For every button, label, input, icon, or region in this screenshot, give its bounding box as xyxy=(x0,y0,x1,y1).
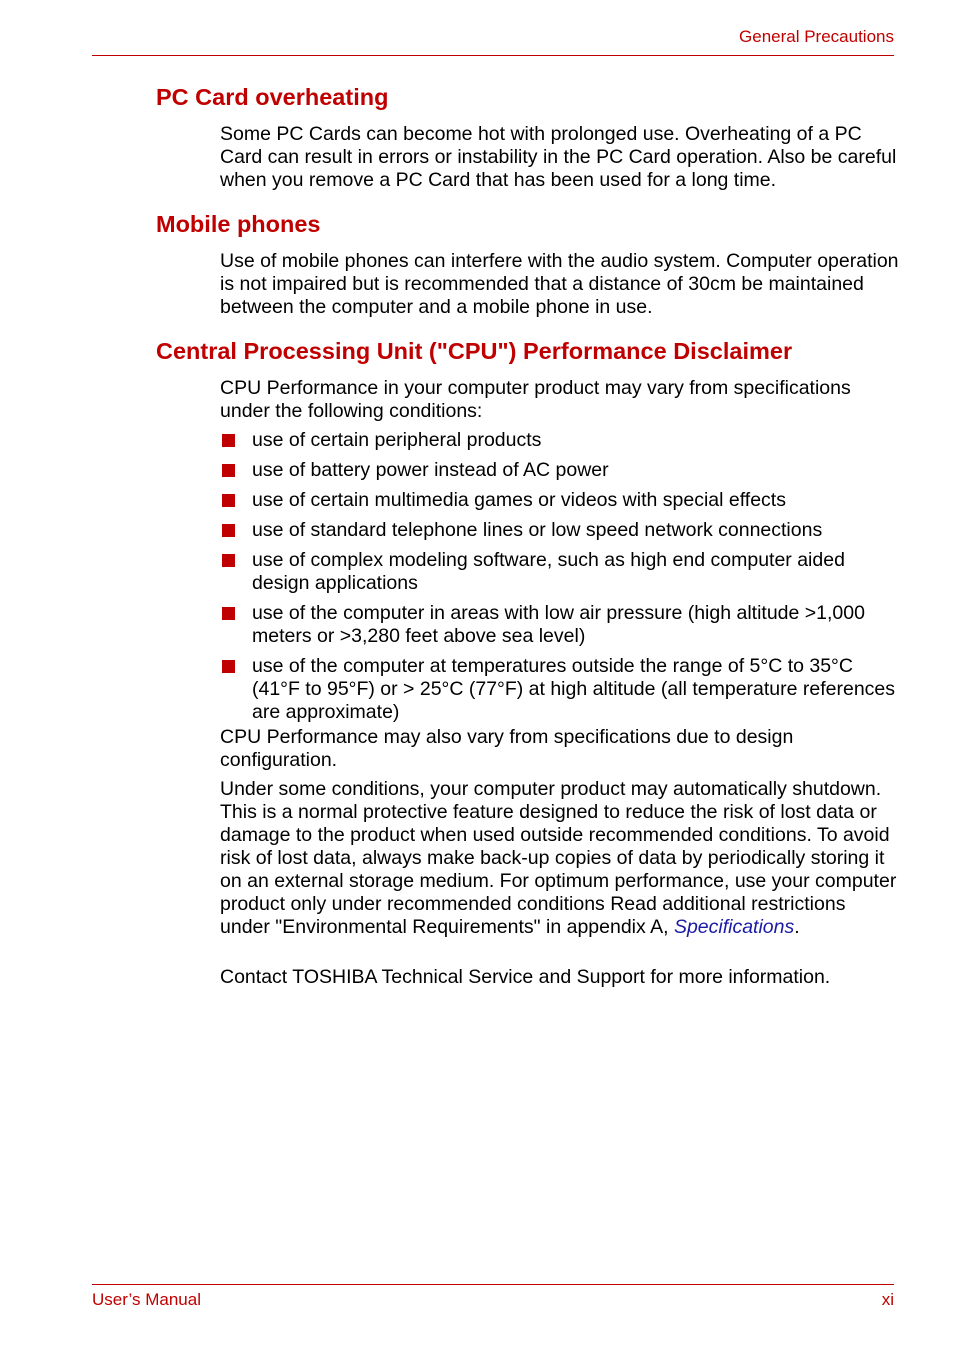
cpu-conditions-list xyxy=(220,429,900,731)
contact-paragraph: Contact TOSHIBA Technical Service and Support for more information. xyxy=(220,966,831,988)
heading-pc-card-overheating: PC Card overheating xyxy=(156,84,389,110)
shutdown-period: . xyxy=(794,916,800,938)
specifications-link[interactable]: Specifications xyxy=(673,916,795,938)
page-number: xi xyxy=(881,1290,894,1309)
cpu-shutdown-paragraph xyxy=(220,778,900,939)
header-divider xyxy=(92,55,894,56)
square-bullet-icon xyxy=(222,464,235,477)
heading-cpu-disclaimer: Central Processing Unit ("CPU") Performance Disclaimer xyxy=(156,338,793,364)
list-item-text: use of certain multimedia games or videos with special effects xyxy=(252,489,786,511)
list-item-text: use of battery power instead of AC power xyxy=(252,459,609,481)
square-bullet-icon xyxy=(222,494,235,507)
cpu-design-paragraph: CPU Performance may also vary from specifications due to design configuration. xyxy=(220,726,794,771)
running-header: General Precautions xyxy=(739,27,894,46)
square-bullet-icon xyxy=(222,607,235,620)
list-item-text: use of the computer at temperatures outside the range of 5°C to 35°C (41°F to 95°F) or > 25°C (77°F) at high altitude (all temperature references are approximate) xyxy=(252,655,896,723)
pc-card-paragraph: Some PC Cards can become hot with prolonged use. Overheating of a PC Card can result in errors or instability in the PC Card operation. Also be careful when you remove a PC Card that has been used for a long time. xyxy=(220,123,897,191)
list-item-text: use of standard telephone lines or low speed network connections xyxy=(252,519,823,541)
heading-mobile-phones: Mobile phones xyxy=(156,211,321,237)
mobile-phones-paragraph: Use of mobile phones can interfere with the audio system. Computer operation is not impaired but is recommended that a distance of 30cm be maintained between the computer and a mobile phone in use. xyxy=(220,250,899,318)
cpu-intro-paragraph: CPU Performance in your computer product may vary from specifications under the following conditions: xyxy=(220,377,851,422)
square-bullet-icon xyxy=(222,660,235,673)
list-item xyxy=(220,549,900,595)
list-item xyxy=(220,519,900,542)
list-item xyxy=(220,602,900,648)
list-item xyxy=(220,429,900,452)
list-item xyxy=(220,489,900,512)
list-item-text: use of complex modeling software, such as high end computer aided design applications xyxy=(252,549,845,594)
footer-divider xyxy=(92,1284,894,1285)
square-bullet-icon xyxy=(222,434,235,447)
list-item-text: use of certain peripheral products xyxy=(252,429,542,451)
list-item-text: use of the computer in areas with low air pressure (high altitude >1,000 meters or >3,280 feet above sea level) xyxy=(252,602,865,647)
square-bullet-icon xyxy=(222,554,235,567)
footer-manual-title: User’s Manual xyxy=(92,1290,201,1309)
list-item xyxy=(220,459,900,482)
shutdown-text: Under some conditions, your computer product may automatically shutdown. This is a normal protective feature designed to reduce the risk of lost data or damage to the product when used outside recommended conditions. To avoid risk of lost data, always make back-up copies of data by periodically storing it on an external storage medium. For optimum performance, use your computer product only under recommended conditions Read additional restrictions under "Environmental Requirements" in appendix A, xyxy=(220,778,897,938)
square-bullet-icon xyxy=(222,524,235,537)
list-item xyxy=(220,655,900,724)
